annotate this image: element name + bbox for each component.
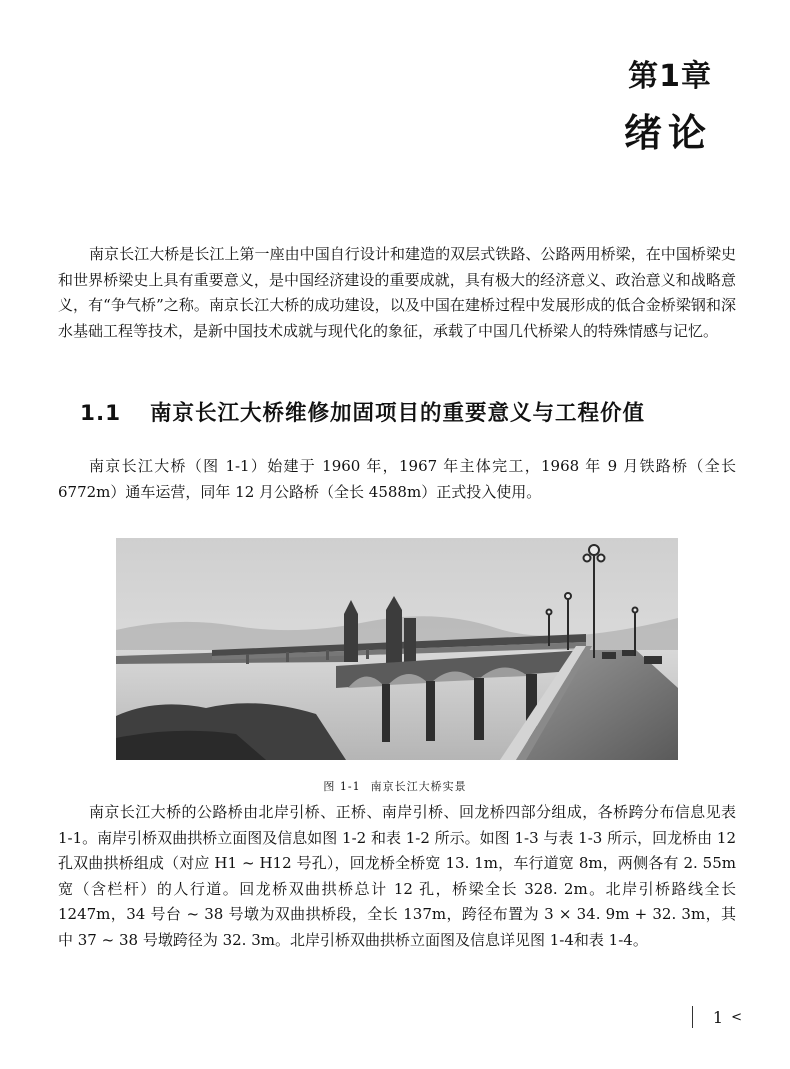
figure-caption	[0, 778, 790, 794]
detail-paragraph: 南京长江大桥的公路桥由北岸引桥、正桥、南岸引桥、回龙桥四部分组成，各桥跨分布信息见表 1-1。南岸引桥双曲拱桥立面图及信息如图 1-2 和表 1-2 所示。如图 1-3 与表 1-3 所示，回龙桥由 12 孔双曲拱桥组成（对应 H1 ~ H12 号孔），回龙桥全桥宽 13. 1m，车行道宽 8m，两侧各有 2. 55m 宽（含栏杆）的人行道。回龙桥双曲拱桥总计 12 孔，桥梁全长 328. 2m。北岸引桥路线全长 1247m，34 号台 ~ 38 号墩为双曲拱桥段，全长 137m，跨径布置为 3 × 34. 9m + 32. 3m，其中 37 ~ 38 号墩跨径为 32. 3m。北岸引桥双曲拱桥立面图及信息详见图 1-4和表 1-4。	[58, 803, 736, 949]
page-number: 1	[712, 1007, 724, 1027]
section-number: 1.1	[80, 401, 122, 426]
section-title: 南京长江大桥维修加固项目的重要意义与工程价值	[150, 401, 646, 426]
page-footer	[692, 1006, 742, 1028]
figure-label: 图 1-1	[323, 780, 361, 793]
chapter-number: 第1章	[628, 59, 712, 94]
chapter-heading	[623, 59, 712, 155]
section-heading	[80, 396, 645, 427]
section-paragraph: 南京长江大桥（图 1-1）始建于 1960 年，1967 年主体完工，1968 年 9 月铁路桥（全长6772m）通车运营，同年 12 月公路桥（全长 4588m）正式投入使用。	[58, 457, 736, 501]
chapter-title: 绪论	[623, 111, 712, 155]
page-marker-icon: <	[731, 1009, 742, 1025]
bridge-photo-icon	[116, 538, 678, 760]
footer-divider	[692, 1006, 693, 1028]
intro-paragraph: 南京长江大桥是长江上第一座由中国自行设计和建造的双层式铁路、公路两用桥梁，在中国桥梁史和世界桥梁史上具有重要意义，是中国经济建设的重要成就，具有极大的经济意义、政治意义和战略意义，有“争气桥”之称。南京长江大桥的成功建设，以及中国在建桥过程中发展形成的低合金桥梁钢和深水基础工程等技术，是新中国技术成就与现代化的象征，承载了中国几代桥梁人的特殊情感与记忆。	[58, 245, 736, 340]
bridge-photo	[116, 538, 678, 760]
figure-caption-text: 南京长江大桥实景	[370, 780, 467, 793]
